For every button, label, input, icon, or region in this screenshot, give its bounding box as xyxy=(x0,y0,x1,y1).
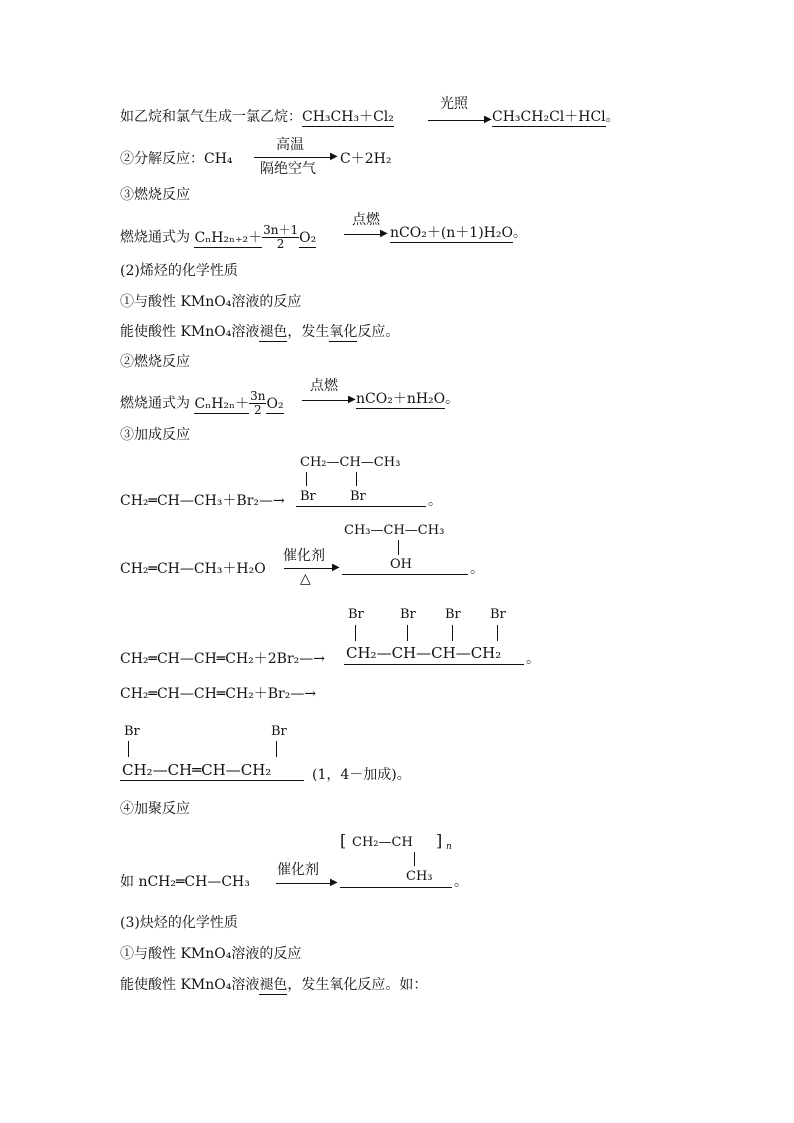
bromine-label: Br xyxy=(124,724,140,739)
subscript-n: n xyxy=(446,842,452,852)
bond-line xyxy=(398,540,399,555)
reaction-butadiene-2br2: CH₂═CH—CH═CH₂＋2Br₂—→ xyxy=(120,651,325,667)
answer-underline xyxy=(296,506,426,507)
numerator: 3n xyxy=(250,389,266,403)
text: ，发生氧化反应。如： xyxy=(287,977,428,993)
oxygen: O₂ xyxy=(266,395,284,412)
bracket-right: ] xyxy=(436,831,443,850)
structure-chain: CH₂—CH xyxy=(352,835,413,850)
answer-underline xyxy=(344,664,524,665)
arrow-head: ▶ xyxy=(348,394,356,405)
period: 。 xyxy=(454,874,468,890)
reaction-arrow xyxy=(254,157,334,158)
condition-heat: △ xyxy=(300,571,311,587)
arrow-head: ▶ xyxy=(380,228,388,239)
line-chlorination-product xyxy=(492,108,620,126)
heading-kmno4: ①与酸性 KMnO₄溶液的反应 xyxy=(120,294,302,310)
period: 。 xyxy=(445,391,460,407)
line-alkane-combustion xyxy=(120,224,316,251)
line-chlorination xyxy=(120,108,394,126)
answer-underline xyxy=(120,780,304,781)
condition-catalyst: 催化剂 xyxy=(283,548,325,564)
bracket-left: [ xyxy=(340,831,347,850)
bromine-label: Br xyxy=(300,489,316,504)
text: 如乙烷和氯气生成一氯乙烷： xyxy=(120,109,302,125)
text: 燃烧通式为 xyxy=(120,229,195,246)
period: 。 xyxy=(605,109,620,125)
alkane-combustion-products xyxy=(390,224,527,242)
condition-no-air: 隔绝空气 xyxy=(260,161,316,177)
numerator: 3n＋1 xyxy=(263,223,299,237)
alkene-combustion-products xyxy=(356,390,459,408)
answer-formula: CₙH₂ₙ₊₂＋ xyxy=(194,229,263,246)
answer-underline xyxy=(342,574,468,575)
period: 。 xyxy=(526,651,540,667)
period: 。 xyxy=(512,225,527,241)
reaction-propene-polymerization: 如 nCH₂═CH—CH₃ xyxy=(120,874,250,890)
note: (1，4－加成) xyxy=(312,767,397,783)
answer-products: nCO₂＋(n＋1)H₂O xyxy=(390,225,513,241)
answer-formula: CₙH₂ₙ＋ xyxy=(194,395,250,412)
denominator: 2 xyxy=(253,403,262,417)
heading-kmno4-alkyne: ①与酸性 KMnO₄溶液的反应 xyxy=(120,946,302,962)
reaction-arrow xyxy=(276,883,334,884)
heading-combustion-2: ②燃烧反应 xyxy=(120,354,190,370)
structure-product: CH₂—CH—CH—CH₂ xyxy=(346,644,502,662)
structure-chain: CH₃—CH—CH₃ xyxy=(344,523,445,538)
reaction-arrow xyxy=(302,400,352,401)
bond-line xyxy=(356,472,357,486)
reaction-propene-br2: CH₂═CH—CH₃＋Br₂—→ xyxy=(120,493,285,509)
answer-oxidation: 氧化 xyxy=(329,324,358,340)
reaction-arrow xyxy=(344,234,384,235)
structure-chain: CH₂—CH—CH₃ xyxy=(300,455,401,470)
denominator: 2 xyxy=(276,237,285,251)
condition-catalyst: 催化剂 xyxy=(277,862,319,878)
text: 反应。 xyxy=(357,324,400,340)
answer-underline xyxy=(340,887,452,888)
heading-addition: ③加成反应 xyxy=(120,427,190,443)
oxygen: O₂ xyxy=(299,229,317,246)
bond-line xyxy=(497,625,498,641)
bond-line xyxy=(414,852,415,866)
bromine-label: Br xyxy=(350,489,366,504)
arrow-head: ▶ xyxy=(330,151,338,162)
period: 。 xyxy=(396,767,411,783)
bromine-label: Br xyxy=(348,607,364,622)
fraction xyxy=(249,390,266,417)
reaction-arrow xyxy=(428,120,488,121)
condition-ignite: 点燃 xyxy=(352,212,380,228)
hydroxyl-label: OH xyxy=(390,557,412,572)
bond-line xyxy=(276,741,277,757)
arrow-head: ▶ xyxy=(332,562,340,573)
reaction-butadiene-br2: CH₂═CH—CH═CH₂＋Br₂—→ xyxy=(120,686,317,702)
bromine-label: Br xyxy=(490,607,506,622)
text: 燃烧通式为 xyxy=(120,395,195,412)
heading-combustion: ③燃烧反应 xyxy=(120,187,190,203)
line-kmno4-alkene xyxy=(120,323,399,341)
reaction-arrow xyxy=(284,568,336,569)
answer-decolor: 褪色 xyxy=(259,977,288,993)
line-alkene-combustion xyxy=(120,390,284,417)
period: 。 xyxy=(470,561,484,577)
line-decomposition: ②分解反应：CH₄ xyxy=(120,151,233,167)
heading-alkyne: (3)炔烃的化学性质 xyxy=(120,915,238,931)
condition-light: 光照 xyxy=(440,96,468,112)
line-kmno4-alkyne xyxy=(120,976,427,994)
answer-products: nCO₂＋nH₂O xyxy=(356,391,446,407)
answer-decolor: 褪色 xyxy=(259,324,288,340)
bromine-label: Br xyxy=(445,607,461,622)
arrow-head: ▶ xyxy=(330,877,338,888)
bromine-label: Br xyxy=(400,607,416,622)
bromine-label: Br xyxy=(271,724,287,739)
decomposition-products: C＋2H₂ xyxy=(340,151,392,167)
methyl-label: CH₃ xyxy=(406,869,433,884)
bond-line xyxy=(306,472,307,486)
condition-high-temp: 高温 xyxy=(276,137,304,153)
bond-line xyxy=(128,741,129,757)
bond-line xyxy=(407,625,408,641)
bond-line xyxy=(452,625,453,641)
answer-products: CH₃CH₂Cl＋HCl xyxy=(492,109,606,125)
period: 。 xyxy=(428,493,442,509)
arrow-head: ▶ xyxy=(484,114,492,125)
bond-line xyxy=(355,625,356,641)
answer-reactants: CH₃CH₃＋Cl₂ xyxy=(302,109,394,125)
structure-product: CH₂—CH═CH—CH₂ xyxy=(122,761,272,779)
text: 能使酸性 KMnO₄溶液 xyxy=(120,324,260,340)
reaction-propene-water: CH₂═CH—CH₃＋H₂O xyxy=(120,561,266,577)
heading-alkene: (2)烯烃的化学性质 xyxy=(120,263,238,279)
condition-ignite: 点燃 xyxy=(310,378,338,394)
heading-polymerization: ④加聚反应 xyxy=(120,801,190,817)
text: 能使酸性 KMnO₄溶液 xyxy=(120,977,260,993)
fraction xyxy=(262,224,299,251)
text: ，发生 xyxy=(287,324,330,340)
addition-note xyxy=(312,766,411,784)
